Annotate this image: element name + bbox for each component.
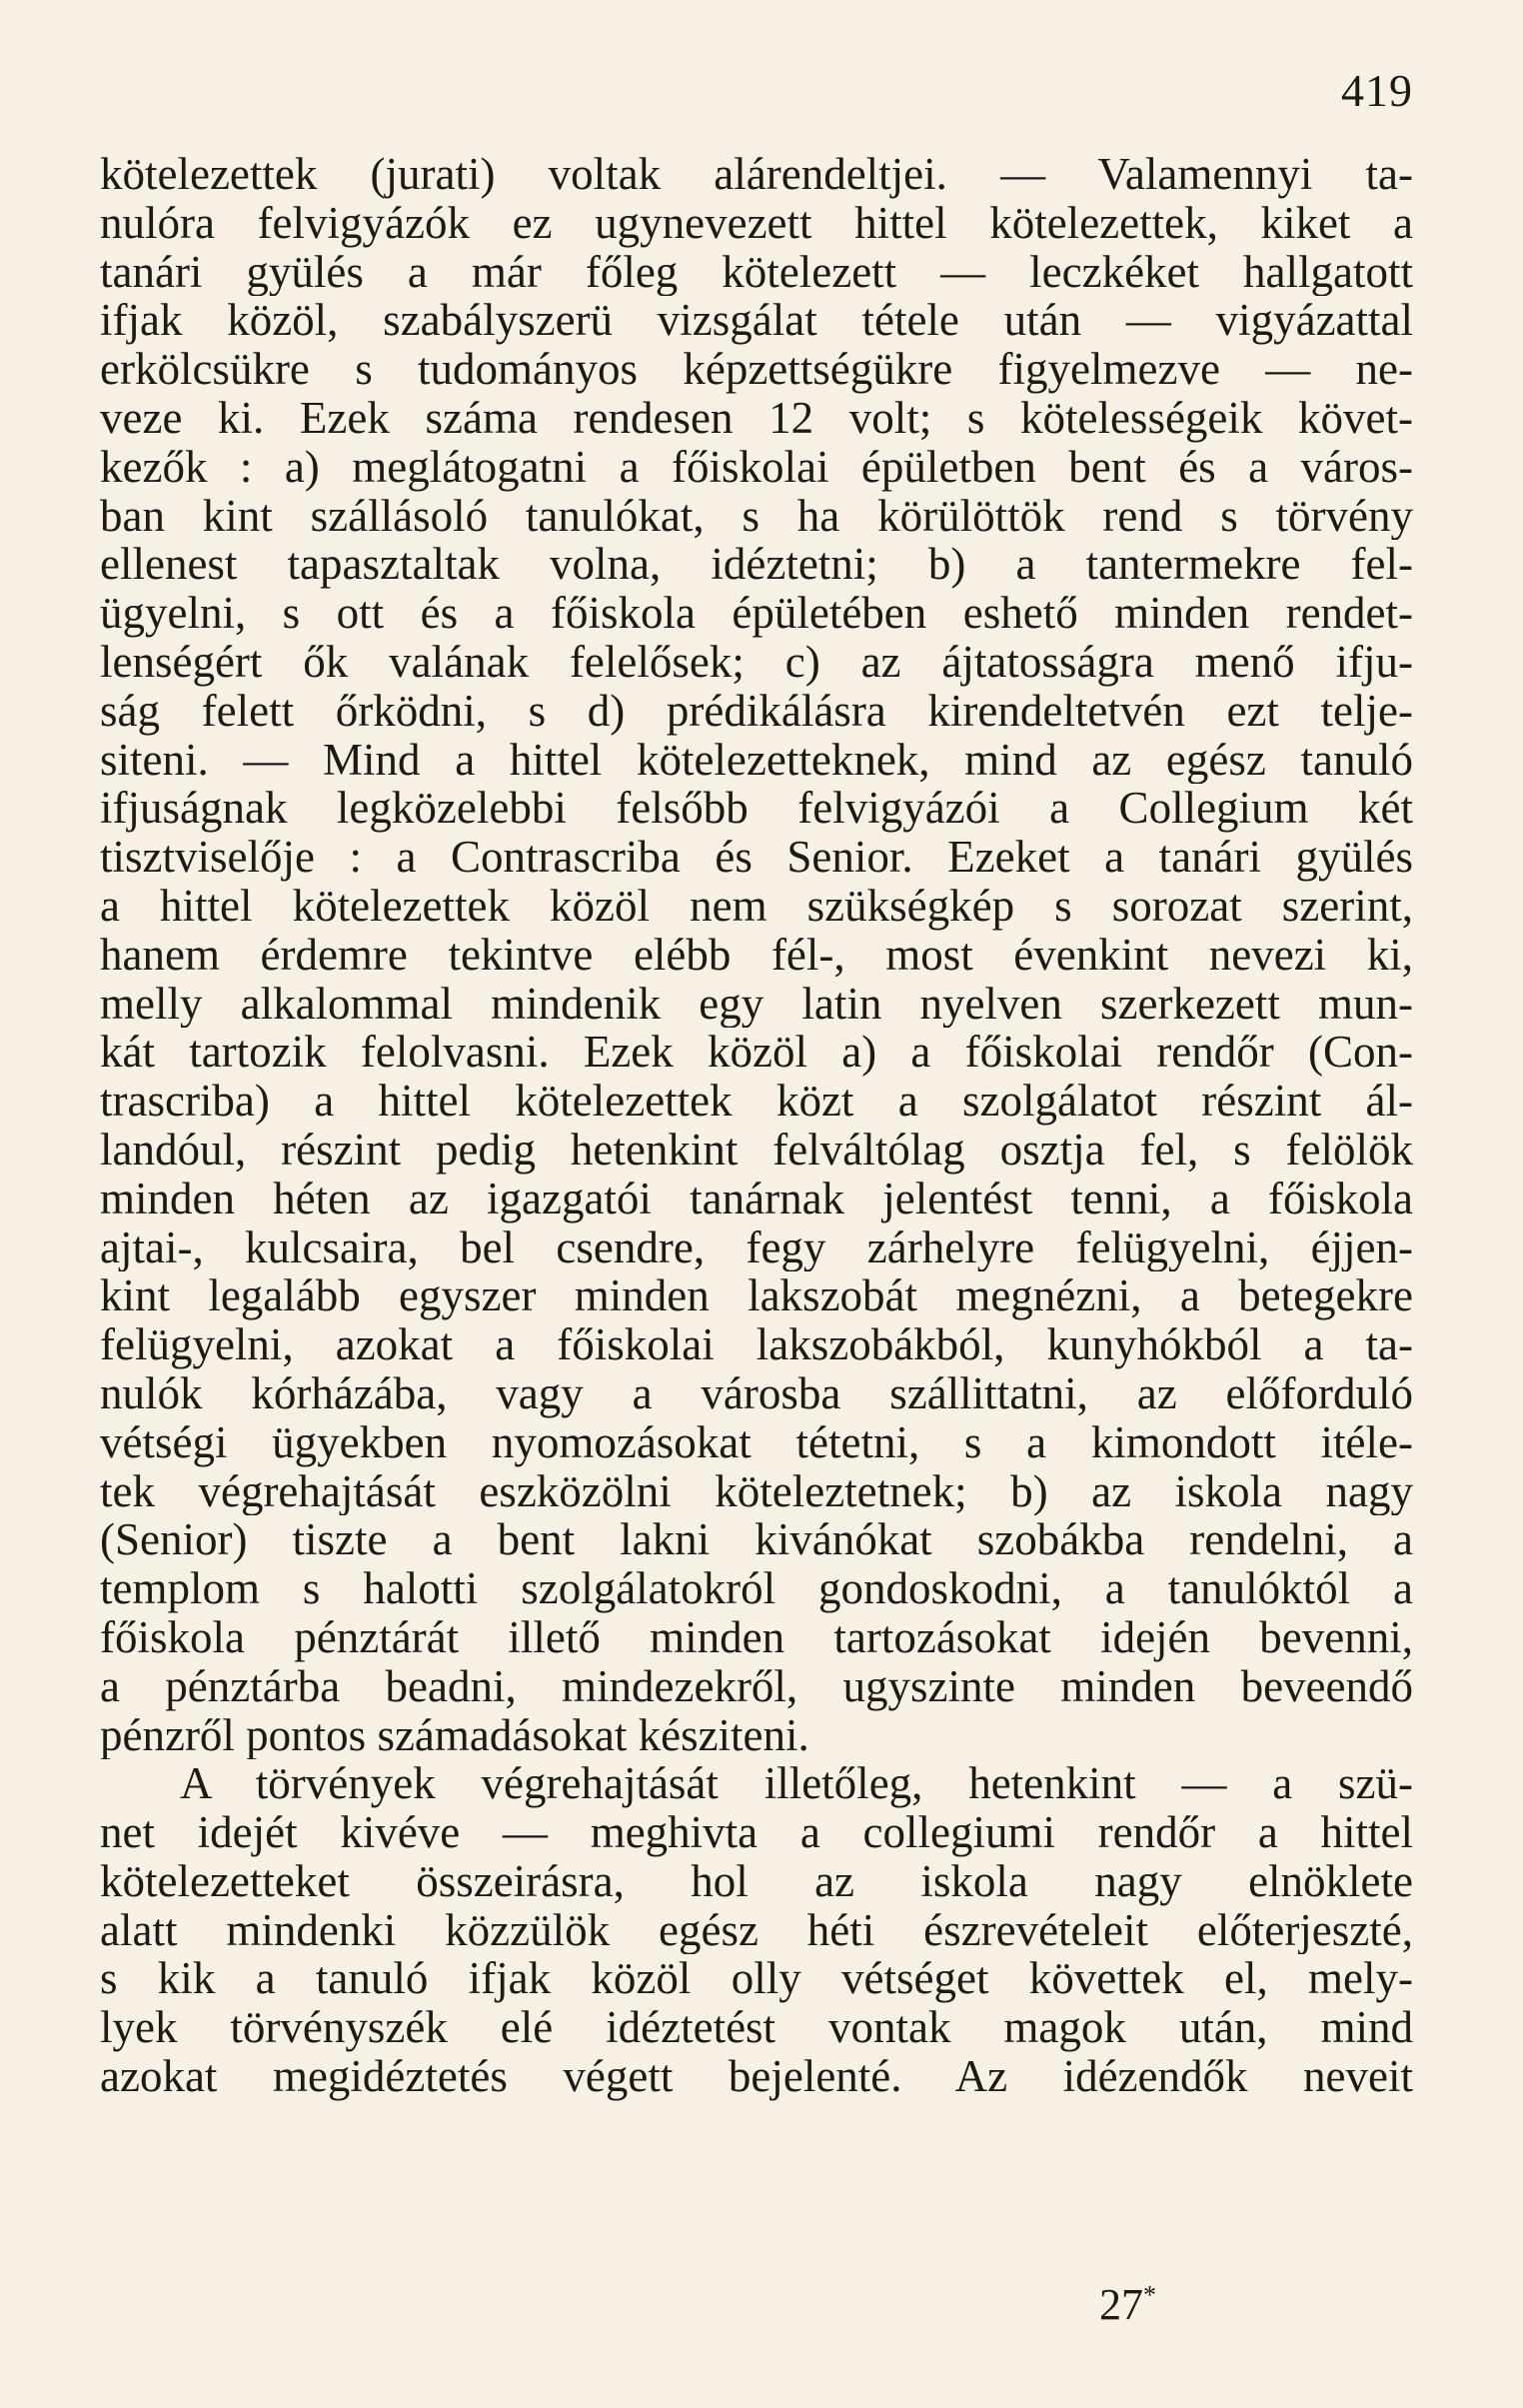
text-line-paragraph-start: A törvények végrehajtását illetőleg, hetenkint — a szü- (180, 1759, 1413, 1809)
text-line: kát tartozik felolvasni. Ezek közöl a) a főiskolai rendőr (Con- (100, 1028, 1413, 1078)
text-line: ügyelni, s ott és a főiskola épületében eshető minden rendet- (100, 589, 1413, 638)
text-line: tanári gyülés a már főleg kötelezett — leczkéket hallgatott (100, 247, 1413, 297)
signature-number: 27 (1099, 2280, 1143, 2329)
text-line: tisztviselője : a Contrascriba és Senior. Ezeket a tanári gyülés (100, 833, 1413, 882)
text-line: főiskola pénztárát illető minden tartozásokat idején bevenni, (100, 1612, 1413, 1662)
text-line: tek végrehajtását eszközölni köteleztetnek; b) az iskola nagy (100, 1466, 1413, 1516)
text-line: erkölcsükre s tudományos képzettségükre figyelmezve — ne- (100, 345, 1413, 394)
text-line: ellenest tapasztaltak volna, idéztetni; b) a tantermekre fel- (100, 540, 1413, 590)
text-line: veze ki. Ezek száma rendesen 12 volt; s kötelességeik követ- (100, 393, 1413, 443)
text-line: nulóra felvigyázók ez ugynevezett hittel kötelezettek, kiket a (100, 198, 1413, 248)
text-line: siteni. — Mind a hittel kötelezetteknek, mind az egész tanuló (100, 735, 1413, 785)
text-line: a pénztárba beadni, mindezekről, ugyszinte minden beveendő (100, 1661, 1413, 1711)
signature-asterisk: * (1143, 2280, 1156, 2310)
text-line: s kik a tanuló ifjak közöl olly vétséget követtek el, mely- (100, 1954, 1413, 2004)
text-line: ság felett őrködni, s d) prédikálásra kirendeltetvén ezt telje- (100, 686, 1413, 736)
text-line: templom s halotti szolgálatokról gondoskodni, a tanulóktól a (100, 1564, 1413, 1613)
text-line: kötelezettek (jurati) voltak alárendeltjei. — Valamennyi ta- (100, 150, 1413, 199)
text-line: ajtai-, kulcsaira, bel csendre, fegy zárhelyre felügyelni, éjjen- (100, 1222, 1413, 1272)
text-line: nulók kórházába, vagy a városba szállittatni, az előforduló (100, 1368, 1413, 1418)
page-number: 419 (1341, 65, 1413, 116)
text-line: vétségi ügyekben nyomozásokat tétetni, s a kimondott itéle- (100, 1417, 1413, 1467)
text-line: kint legalább egyszer minden lakszobát megnézni, a betegekre (100, 1271, 1413, 1321)
text-line: azokat megidéztetés végett bejelenté. Az idézendők neveit (100, 2052, 1413, 2101)
text-line: felügyelni, azokat a főiskolai lakszobákból, kunyhókból a ta- (100, 1320, 1413, 1369)
text-line: net idejét kivéve — meghivta a collegiumi rendőr a hittel (100, 1808, 1413, 1857)
text-line: ifjak közöl, szabályszerü vizsgálat tétele után — vigyázattal (100, 296, 1413, 346)
body-text (100, 150, 1413, 2101)
text-line: alatt mindenki közzülök egész héti észrevételeit előterjeszté, (100, 1905, 1413, 1955)
text-line-paragraph-end: pénzről pontos számadásokat késziteni. (100, 1710, 809, 1760)
signature-mark (1099, 2279, 1156, 2330)
text-line: kötelezetteket összeirásra, hol az iskola nagy elnöklete (100, 1856, 1413, 1906)
text-line: (Senior) tiszte a bent lakni kivánókat szobákba rendelni, a (100, 1515, 1413, 1565)
text-line: lenségért ők valának felelősek; c) az ájtatosságra menő ifju- (100, 637, 1413, 687)
text-line: melly alkalommal mindenik egy latin nyelven szerkezett mun- (100, 979, 1413, 1029)
text-line: ifjuságnak legközelebbi felsőbb felvigyázói a Collegium két (100, 784, 1413, 834)
text-line: lyek törvényszék elé idéztetést vontak magok után, mind (100, 2003, 1413, 2053)
text-line: a hittel kötelezettek közöl nem szükségkép s sorozat szerint, (100, 881, 1413, 931)
text-line: trascriba) a hittel kötelezettek közt a szolgálatot részint ál- (100, 1077, 1413, 1126)
text-line: ban kint szállásoló tanulókat, s ha körülöttök rend s törvény (100, 491, 1413, 541)
text-line: hanem érdemre tekintve elébb fél-, most évenkint nevezi ki, (100, 930, 1413, 980)
text-line: minden héten az igazgatói tanárnak jelentést tenni, a főiskola (100, 1174, 1413, 1223)
text-line: landóul, részint pedig hetenkint felváltólag osztja fel, s felölök (100, 1125, 1413, 1175)
text-line: kezők : a) meglátogatni a főiskolai épületben bent és a város- (100, 442, 1413, 492)
